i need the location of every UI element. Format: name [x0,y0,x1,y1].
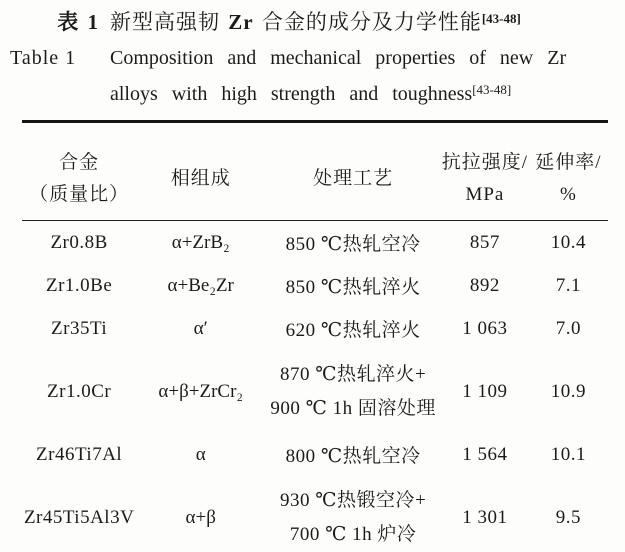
process-line-1: 930 ℃热锻空冷+ [279,489,427,511]
caption-zh-bold-word: Zr [228,10,254,34]
header-process [265,122,441,221]
cell-phase: α [195,443,206,465]
cell-phase: α+Be₂Zr [167,274,234,296]
cell-elongation: 10.9 [550,380,587,402]
header-strength [441,122,529,221]
table-row [22,221,608,265]
table-body [22,221,608,552]
caption-en-line2: alloys with high strength and toughness [110,83,473,105]
cell-phase: α′ [193,317,208,339]
cell-elongation: 10.1 [550,443,587,465]
table-row [22,433,608,476]
header-phase-label: 相组成 [170,167,231,189]
process-line-1: 870 ℃热轧淬火+ [279,363,427,385]
cell-alloy: Zr0.8B [50,231,108,253]
header-strength-line1: 抗拉强度/ [441,151,529,173]
header-alloy [22,122,136,221]
cell-elongation: 7.1 [555,274,582,296]
cell-strength: 1 564 [462,443,508,465]
caption-zh-post: 合金的成分及力学性能 [253,10,482,34]
cell-phase: α+ZrB₂ [171,231,230,253]
cell-alloy: Zr46Ti7Al [36,443,123,465]
cell-alloy: Zr35Ti [51,317,108,339]
process-line-2: 900 ℃ 1h 固溶处理 [270,397,436,419]
caption-zh-pre: 新型高强韧 [110,10,229,34]
cell-process: 620 ℃热轧淬火 [285,320,421,341]
cell-elongation: 9.5 [555,506,582,528]
table-row [22,307,608,350]
cell-process [265,476,441,552]
caption-en-reference: [43-48] [472,82,512,97]
caption-line-en-1 [10,40,617,76]
table-row [22,350,608,433]
cell-elongation: 7.0 [555,317,582,339]
table-header [22,122,608,221]
cell-process: 800 ℃热轧空冷 [285,446,421,467]
cell-alloy: Zr45Ti5Al3V [23,506,135,528]
cell-alloy: Zr1.0Be [45,274,113,296]
cell-process: 850 ℃热轧淬火 [285,277,421,298]
cell-phase: α+β+ZrCr₂ [158,380,244,402]
process-line-2: 700 ℃ 1h 炉冷 [289,523,417,545]
caption-label-zh: 表 1 [57,10,100,34]
cell-process [265,350,441,433]
header-elongation [529,122,608,221]
header-elongation-line1: 延伸率/ [535,151,602,173]
header-alloy-line1: 合金 [59,151,100,173]
caption-zh-reference: [43-48] [481,11,521,26]
header-phase [136,122,265,221]
header-process-label: 处理工艺 [313,167,394,189]
caption-line-zh [10,4,617,40]
caption-text-zh [100,4,521,40]
cell-strength: 857 [469,231,500,253]
cell-phase: α+β [185,506,216,528]
header-alloy-line2: （质量比） [29,183,130,205]
header-elongation-line2: % [560,183,577,205]
table-caption [0,0,625,112]
table-row [22,476,608,552]
cell-strength: 1 301 [462,506,508,528]
caption-line-en-2 [10,76,617,112]
cell-strength: 1 063 [462,317,508,339]
table-row [22,264,608,307]
cell-process: 850 ℃热轧空冷 [285,234,421,255]
cell-strength: 892 [469,274,500,296]
caption-text-en-1: Composition and mechanical properties of new Zr [110,47,567,69]
caption-label-en: Table 1 [10,47,77,69]
alloy-properties-table [22,120,608,552]
caption-text-en-2 [100,76,511,112]
header-strength-line2: MPa [465,183,505,205]
cell-elongation: 10.4 [550,231,587,253]
cell-alloy: Zr1.0Cr [47,380,112,402]
header-row [22,122,608,221]
cell-strength: 1 109 [462,380,508,402]
